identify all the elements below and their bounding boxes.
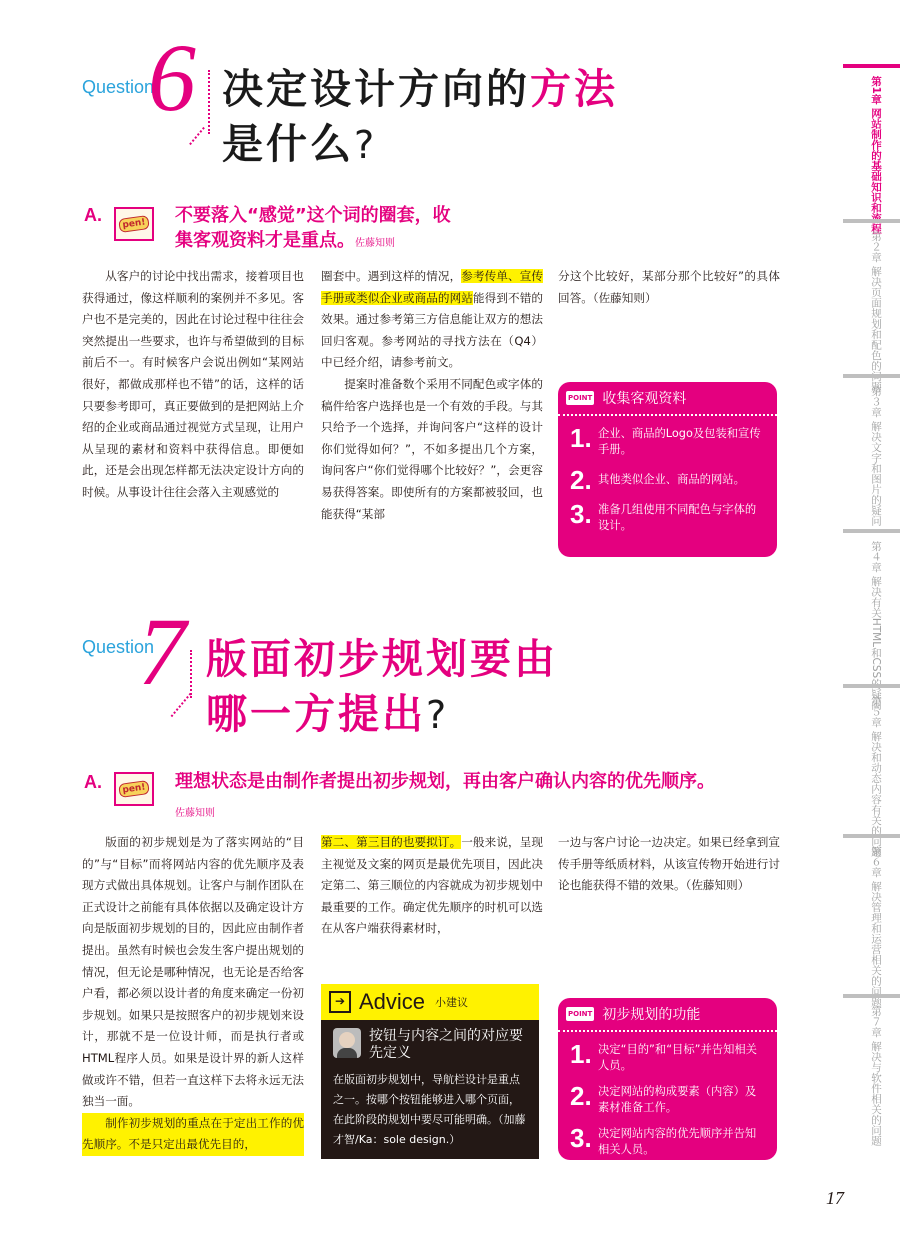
point-item: 1. 决定“目的”和“目标”并告知相关人员。 <box>570 1039 757 1072</box>
arrow-right-icon: ➔ <box>329 991 351 1013</box>
advice-box <box>321 984 539 1159</box>
question-label: Question <box>82 77 155 97</box>
answer-author: 佐藤知则 <box>175 808 215 819</box>
dotted-divider <box>190 650 192 698</box>
question-number: 7 <box>138 598 186 705</box>
avatar <box>333 1028 361 1058</box>
question-title: 版面初步规划要由 哪一方提出? <box>206 635 558 738</box>
pen-icon: pen! <box>114 207 154 241</box>
body-column: 圈套中。遇到这样的情况，参考传单、宣传手册或类似企业或商品的网站能得到不错的效果。通过参考第三方信息能让双方的想法回归客观。参考网站的寻找方法在（Q4）中已经介绍，请参考前文。 提案时准备数个采用不同配色或字体的稿件给客户选择也是一个有效的手段。与其只给予一个选择，并询问客户“这样的设计你们觉得如何？”，不如多提出几个方案，询问客户“你们觉得哪个比较好？”，会更容易获得答案。即使所有的方案都被驳回，也能获得“某部 <box>321 269 543 521</box>
point-badge: POINT <box>566 1007 594 1021</box>
point-badge: POINT <box>566 391 594 405</box>
answer-label: A. <box>84 772 102 792</box>
point-box <box>558 998 777 1160</box>
point-item: 3. 决定网站内容的优先顺序并告知相关人员。 <box>570 1123 757 1156</box>
body-column: 一边与客户讨论一边决定。如果已经拿到宣传手册等纸质材料，从该宣传物开始进行讨论也能获得不错的效果。（佐藤知则） <box>558 835 780 893</box>
point-box <box>558 382 777 557</box>
point-item: 3. 准备几组使用不同配色与字体的设计。 <box>570 499 757 532</box>
pen-icon: pen! <box>114 772 154 806</box>
body-column: 从客户的讨论中找出需求，接着项目也获得通过，像这样顺利的案例并不多见。客户也不是完美的，因此在讨论过程中往往会突然提出一些要求，也许与希望做到的目标前后不一。有时候客户会说出例如“某网站很好，都做成那样也不错”的话，这样的话只要参考即可，真正要做到的是把网站上介绍的企业或商品通过视觉方式呈现，让用户从呈现的素材和资料中获得信息。即便如此，还是会出现怎样都无法决定设计方向的时候。从事设计往往会落入主观感觉的 <box>82 269 304 499</box>
advice-body: 在版面初步规划中，导航栏设计是重点之一。按哪个按钮能够进入哪个页面，在此阶段的规划中要尽可能明确。（加藤才智/Ka：sole design.） <box>333 1073 526 1146</box>
question-title: 决定设计方向的方法 是什么? <box>222 65 618 168</box>
chapter-tab-5[interactable]: 第５章 解决和动态内容有关的问题 <box>843 684 900 838</box>
body-column: 版面的初步规划是为了落实网站的“目的”与“目标”而将网站内容的优先顺序及表现方式做出具体规划。让客户与制作团队在正式设计之前能有具体依据以及确定设计方向是版面初步规划的目的，因此应由制作者提出。虽然有时候也会发生客户提出规划的情况，但无论是哪种情况，也无论是否给客户看，都必须以设计者的角度来确定一份初步规划。如果只是按照客户的初步规划来设计，那就不是一位设计师，而是执行者或HTML程序人员。如果是设计界的新人这样做或许不错，但若一直这样下去将永远无法独当一面。 制作初步规划的重点在于定出工作的优先顺序。不是只定出最优先目的， <box>82 832 304 1156</box>
chapter-tab-4[interactable]: 第４章 解决有关HTML和CSS的疑问 <box>843 529 900 683</box>
answer-text: 理想状态是由制作者提出初步规划，再由客户确认内容的优先顺序。 <box>175 771 715 792</box>
question-number: 6 <box>148 24 196 131</box>
point-item: 2. 其他类似企业、商品的网站。 <box>570 465 745 495</box>
point-item: 1. 企业、商品的Logo及包装和宣传手册。 <box>570 423 761 456</box>
point-title: 收集客观资料 <box>602 391 687 407</box>
chapter-tab-7[interactable]: 第７章 解决与软件相关的问题 <box>843 994 900 1148</box>
advice-subtitle: 小建议 <box>435 996 469 1009</box>
body-column: 第二、第三目的也要拟订。一般来说，呈现主视觉及文案的网页是最优先项目，因此决定第二、第三顺位的内容就成为初步规划中最重要的工作。确定优先顺序的时机可以选在从客户端获得素材时， <box>321 835 543 936</box>
answer-text: 不要落入“感觉”这个词的圈套，收 集客观资料才是重点。佐藤知则 <box>175 205 451 251</box>
point-title: 初步规划的功能 <box>602 1007 701 1023</box>
chapter-tab-3[interactable]: 第３章 解决文字和图片的疑问 <box>843 374 900 528</box>
advice-heading: 按钮与内容之间的对应要先定义 <box>369 1028 523 1061</box>
chapter-tab-6[interactable]: 第６章 解决管理和运营相关的问题 <box>843 834 900 993</box>
chapter-tab-2[interactable]: 第２章 解决页面规划和配色的问题 <box>843 219 900 373</box>
advice-title: Advice <box>359 989 426 1014</box>
page-number: 17 <box>826 1188 844 1208</box>
body-column: 分这个比较好，某部分那个比较好”的具体回答。（佐藤知则） <box>558 269 780 305</box>
chapter-tab-1[interactable]: 第1章 网站制作的基础知识和流程 <box>843 64 900 218</box>
question-label: Question <box>82 637 155 657</box>
answer-label: A. <box>84 205 102 225</box>
point-item: 2. 决定网站的构成要素（内容）及素材准备工作。 <box>570 1081 757 1114</box>
dotted-divider <box>208 70 210 134</box>
